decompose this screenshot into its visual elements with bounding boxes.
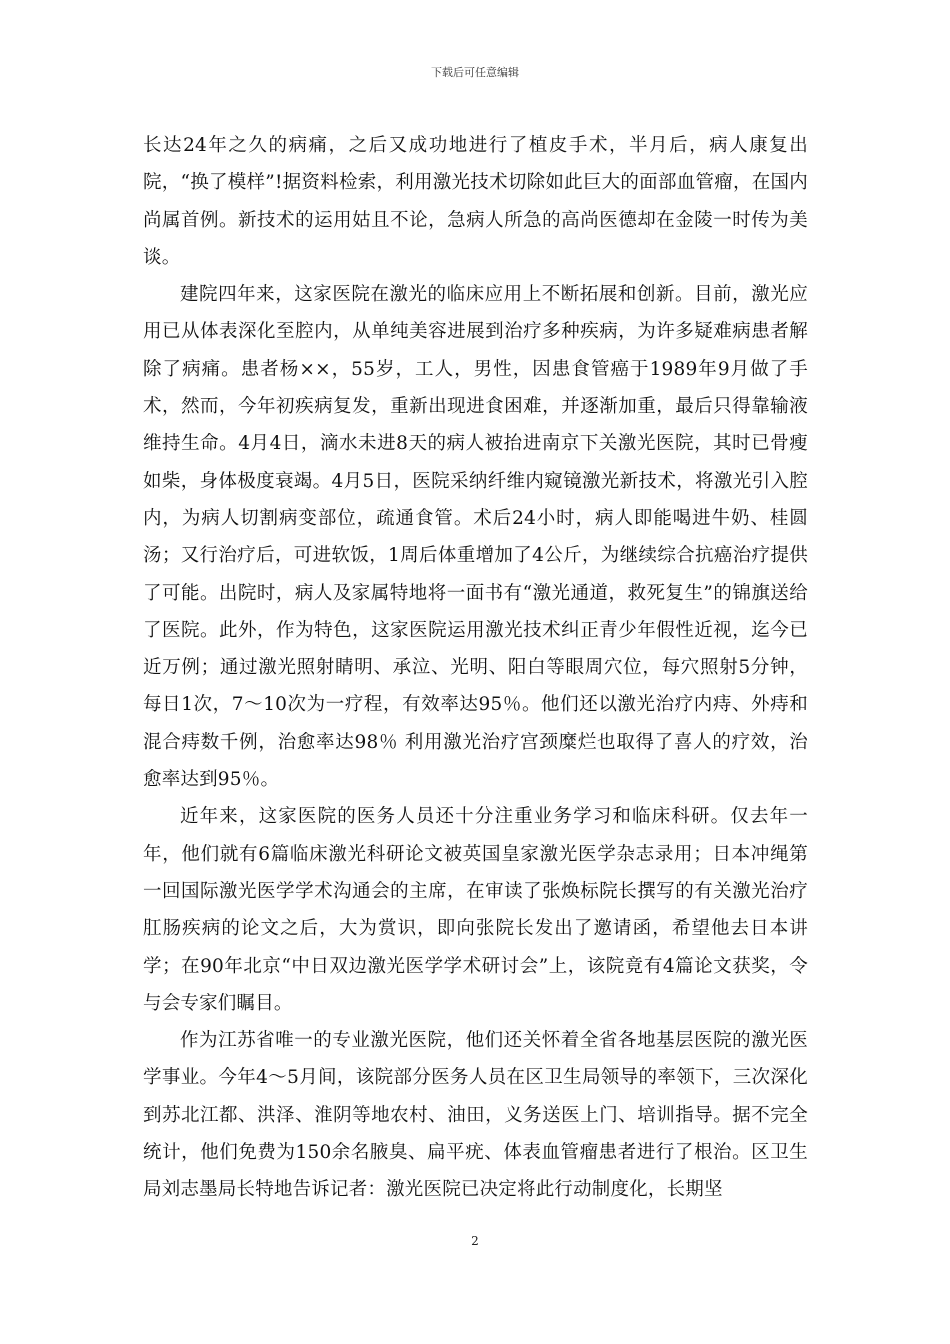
paragraph-3: 近年来，这家医院的医务人员还十分注重业务学习和临床科研。仅去年一年，他们就有6篇临床激光科研论文被英国皇家激光医学杂志录用；日本冲绳第一回国际激光医学学术沟通会的主席，在审读了张焕标院长撰写的有关激光治疗肛肠疾病的论文之后，大为赏识，即向张院长发出了邀请函，希望他去日本讲学；在90年北京“中日双边激光医学学术研讨会”上，该院竟有4篇论文获奖，令与会专家们瞩目。 [143, 806, 808, 1014]
document-body [143, 127, 808, 1209]
paragraph-2: 建院四年来，这家医院在激光的临床应用上不断拓展和创新。目前，激光应用已从体表深化至腔内，从单纯美容进展到治疗多种疾病，为许多疑难病患者解除了病痛。患者杨××，55岁，工人，男性，因患食管癌于1989年9月做了手术，然而，今年初疾病复发，重新出现进食困难，并逐渐加重，最后只得靠输液维持生命。4月4日，滴水未进8天的病人被抬进南京下关激光医院，其时已骨瘦如柴，身体极度衰竭。4月5日，医院采纳纤维内窥镜激光新技术，将激光引入腔内，为病人切割病变部位，疏通食管。术后24小时，病人即能喝进牛奶、桂圆汤；又行治疗后，可进软饭，1周后体重增加了4公斤，为继续综合抗癌治疗提供了可能。出院时，病人及家属特地将一面书有“激光通道，救死复生”的锦旗送给了医院。此外，作为特色，这家医院运用激光技术纠正青少年假性近视，迄今已近万例；通过激光照射睛明、承泣、光明、阳白等眼周穴位，每穴照射5分钟，每日1次，7～10次为一疗程，有效率达95％。他们还以激光治疗内痔、外痔和混合痔数千例，治愈率达98％ 利用激光治疗宫颈糜烂也取得了喜人的疗效，治愈率达到95％。 [143, 284, 808, 791]
page-header: 下载后可任意编辑 [431, 66, 519, 79]
paragraph-1: 长达24年之久的病痛，之后又成功地进行了植皮手术，半月后，病人康复出院，“换了模样”!据资料检索，利用激光技术切除如此巨大的面部血管瘤，在国内尚属首例。新技术的运用姑且不论，急病人所急的高尚医德却在金陵一时传为美谈。 [143, 135, 808, 268]
page-number: 2 [471, 1234, 479, 1248]
paragraph-4: 作为江苏省唯一的专业激光医院，他们还关怀着全省各地基层医院的激光医学事业。今年4～5月间，该院部分医务人员在区卫生局领导的率领下，三次深化到苏北江都、洪泽、淮阴等地农村、油田，义务送医上门、培训指导。据不完全统计，他们免费为150余名腋臭、扁平疣、体表血管瘤患者进行了根治。区卫生局刘志墨局长特地告诉记者：激光医院已决定将此行动制度化，长期坚 [143, 1030, 808, 1201]
